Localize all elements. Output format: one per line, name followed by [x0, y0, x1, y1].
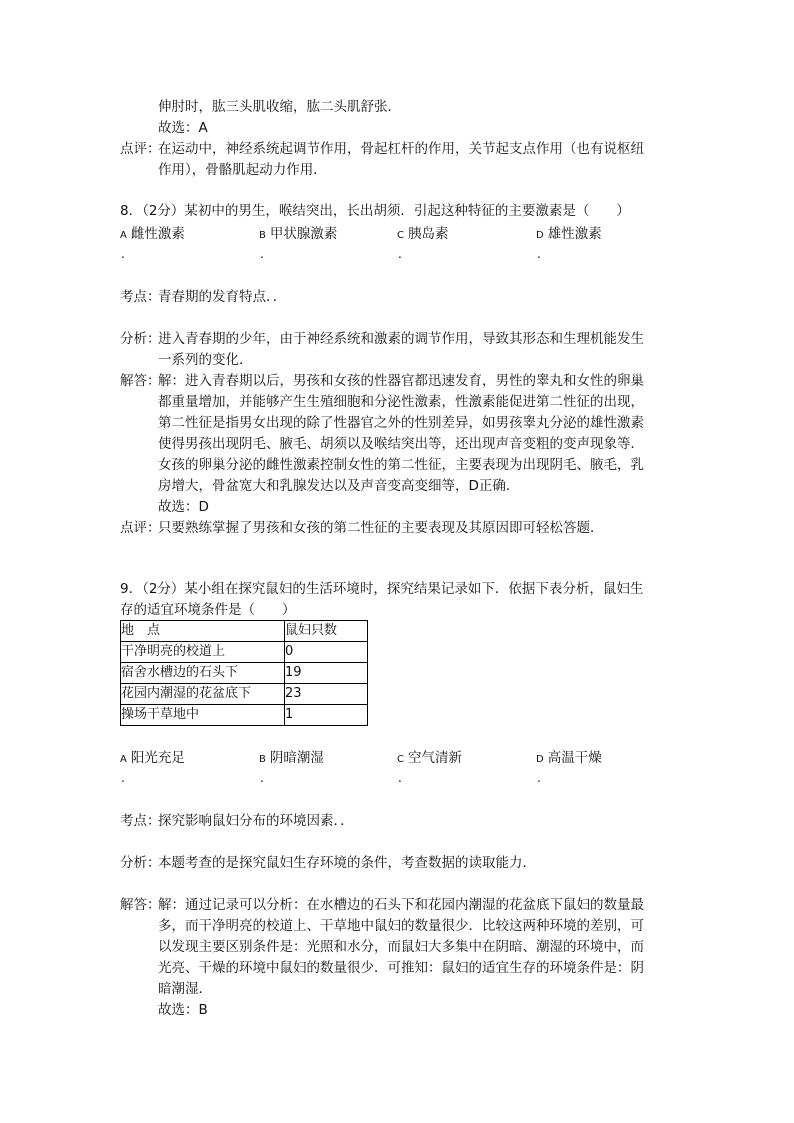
text-line: 光亮、干燥的环境中鼠妇的数量很少．可推知：鼠妇的适宜生存的环境条件是：阴: [158, 960, 644, 976]
fenxi-label: 分析：: [120, 331, 161, 347]
text-line: 解：进入青春期以后，男孩和女孩的性器官都迅速发育，男性的睾丸和女性的卵巢: [158, 373, 644, 389]
table-cell: 花园内潮湿的花盆底下: [121, 684, 285, 705]
option-dot: .: [260, 771, 264, 785]
text-line: 暗潮湿．: [158, 981, 212, 997]
table-row: [121, 663, 368, 684]
answer-line: 故选：B: [158, 1002, 208, 1018]
text-line: 解：通过记录可以分析：在水槽边的石头下和花园内潮湿的花盆底下鼠妇的数量最: [158, 897, 644, 913]
option-dot: .: [398, 247, 402, 261]
text-line: 一系列的变化．: [158, 352, 253, 368]
comment-label: 点评：: [120, 141, 161, 157]
fenxi-text: 本题考查的是探究鼠妇生存环境的条件，考查数据的读取能力．: [158, 855, 536, 871]
option-b: B 阴暗潮湿: [259, 750, 324, 766]
option-dot: .: [121, 771, 125, 785]
option-dot: .: [121, 247, 125, 261]
table-cell: 1: [285, 705, 368, 726]
question-stem: 存的适宜环境条件是（ ）: [120, 602, 296, 618]
option-dot: .: [537, 771, 541, 785]
text-line: 以发现主要区别条件是：光照和水分，而鼠妇大多集中在阴暗、潮湿的环境中，而: [158, 939, 644, 955]
text-line: 女孩的卵巢分泌的雌性激素控制女性的第二性征，主要表现为出现阴毛、腋毛，乳: [158, 457, 644, 473]
text-line: 作用），骨骼肌起动力作用．: [158, 162, 327, 178]
table-cell: 操场干草地中: [121, 705, 285, 726]
jieda-label: 解答：: [120, 897, 161, 913]
text-line: 在运动中，神经系统起调节作用，骨起杠杆的作用，关节起支点作用（也有说枢纽: [158, 141, 644, 157]
text-line: 伸肘时，肱三头肌收缩，肱二头肌舒张．: [158, 99, 401, 115]
text-line: 进入青春期的少年，由于神经系统和激素的调节作用，导致其形态和生理机能发生: [158, 331, 644, 347]
option-c: C 空气清新: [397, 750, 462, 766]
table-cell: 宿舍水槽边的石头下: [121, 663, 285, 684]
table-header-row: [121, 621, 368, 642]
table-row: [121, 642, 368, 663]
table-header: 鼠妇只数: [285, 621, 368, 642]
fenxi-label: 分析：: [120, 855, 161, 871]
kaodian-label: 考点：: [120, 813, 161, 829]
option-dot: .: [537, 247, 541, 261]
table-cell: 干净明亮的校道上: [121, 642, 285, 663]
table-cell: 0: [285, 642, 368, 663]
table-row: [121, 705, 368, 726]
option-d: D 雄性激素: [536, 226, 602, 242]
answer-line: 故选：A: [158, 120, 208, 136]
kaodian-text: 青春期的发育特点．．: [158, 289, 287, 305]
table-cell: 23: [285, 684, 368, 705]
jieda-label: 解答：: [120, 373, 161, 389]
table-header: 地 点: [121, 621, 285, 642]
text-line: 房增大，骨盆宽大和乳腺发达以及声音变高变细等，D正确．: [158, 478, 520, 494]
table-cell: 19: [285, 663, 368, 684]
text-line: 使得男孩出现阴毛、腋毛、胡须以及喉结突出等，还出现声音变粗的变声现象等．: [158, 436, 644, 452]
question-stem: 8．（2分）某初中的男生，喉结突出，长出胡须．引起这种特征的主要激素是（ ）: [120, 203, 630, 219]
option-dot: .: [260, 247, 264, 261]
option-b: B 甲状腺激素: [259, 226, 338, 242]
table-row: [121, 684, 368, 705]
kaodian-text: 探究影响鼠妇分布的环境因素．．: [158, 813, 354, 829]
option-d: D 高温干燥: [536, 750, 602, 766]
dianping-label: 点评：: [120, 520, 161, 536]
text-line: 都重量增加，并能够产生生殖细胞和分泌性激素，性激素能促进第二性征的出现，: [158, 394, 644, 410]
data-table: [120, 620, 368, 726]
text-line: 第二性征是指男女出现的除了性器官之外的性别差异，如男孩睾丸分泌的雄性激素: [158, 415, 644, 431]
kaodian-label: 考点：: [120, 289, 161, 305]
question-stem: 9．（2分）某小组在探究鼠妇的生活环境时，探究结果记录如下．依据下表分析，鼠妇生: [120, 581, 644, 597]
option-a: A 阳光充足: [120, 750, 185, 766]
answer-line: 故选：D: [158, 499, 209, 515]
option-dot: .: [398, 771, 402, 785]
option-a: A 雌性激素: [120, 226, 185, 242]
text-line: 多，而干净明亮的校道上、干草地中鼠妇的数量很少．比较这两种环境的差别，可: [158, 918, 644, 934]
dianping-text: 只要熟练掌握了男孩和女孩的第二性征的主要表现及其原因即可轻松答题．: [158, 520, 604, 536]
option-c: C 胰岛素: [397, 226, 449, 242]
